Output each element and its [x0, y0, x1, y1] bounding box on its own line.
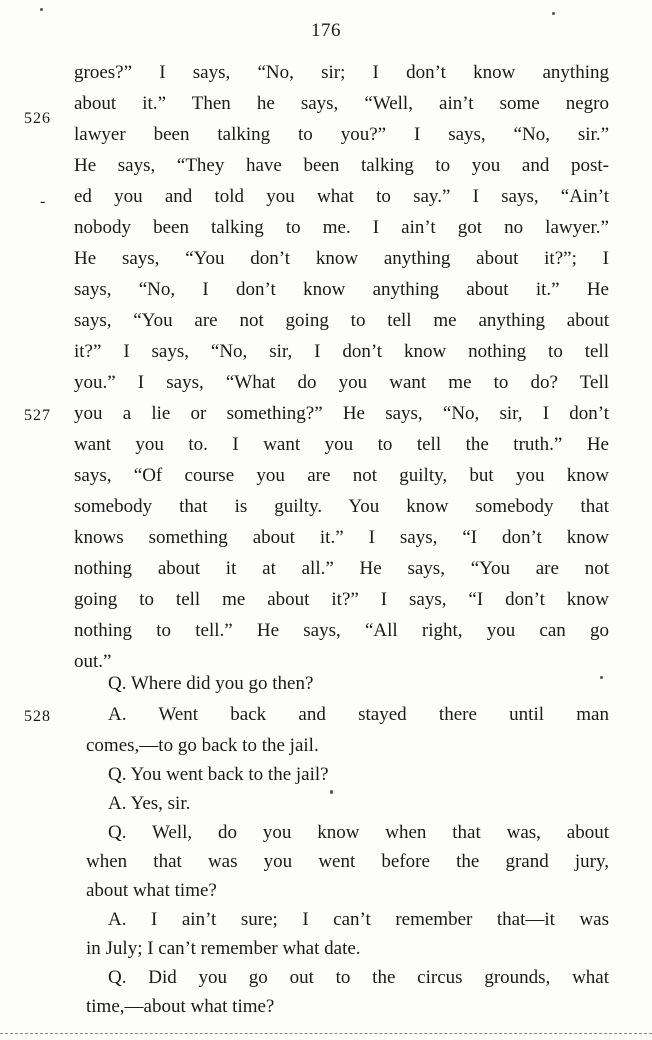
- text-line: groes?” I says, “No, sir; I don’t know anything: [74, 62, 609, 83]
- text-line: somebody that is guilty. You know somebody that: [74, 496, 609, 517]
- text-line: says, “No, I don’t know anything about it.” He: [74, 279, 609, 300]
- answer-line: A. Yes, sir.: [108, 793, 191, 814]
- text-line: you.” I says, “What do you want me to do? Tell: [74, 372, 609, 393]
- text-line: want you to. I want you to tell the truth.” He: [74, 434, 609, 455]
- text-line: knows something about it.” I says, “I don’t know: [74, 527, 609, 548]
- text-line: says, “You are not going to tell me anything about: [74, 310, 609, 331]
- margin-dash: -: [40, 193, 47, 210]
- text-line: comes,—to go back to the jail.: [86, 735, 319, 756]
- text-line: it?” I says, “No, sir, I don’t know nothing to tell: [74, 341, 609, 362]
- text-line: about it.” Then he says, “Well, ain’t some negro: [74, 93, 609, 114]
- bottom-scan-edge: [0, 1033, 652, 1034]
- question-line: Q. Did you go out to the circus grounds, what: [108, 967, 609, 988]
- page-number: 176: [311, 20, 341, 41]
- text-line: going to tell me about it?” I says, “I don’t know: [74, 589, 609, 610]
- question-line: Q. Where did you go then?: [108, 673, 314, 694]
- question-line: Q. You went back to the jail?: [108, 764, 329, 785]
- text-line: time,—about what time?: [86, 996, 275, 1017]
- text-line: lawyer been talking to you?” I says, “No, sir.”: [74, 124, 609, 145]
- answer-line: A. Went back and stayed there until man: [108, 704, 609, 725]
- scan-speck: [40, 8, 43, 11]
- scan-speck: [330, 790, 333, 794]
- margin-number-527: 527: [24, 407, 51, 424]
- scan-speck: [552, 12, 555, 15]
- margin-number-526: 526: [24, 110, 51, 127]
- text-line: you a lie or something?” He says, “No, sir, I don’t: [74, 403, 609, 424]
- text-line: about what time?: [86, 880, 217, 901]
- scan-speck: [600, 676, 603, 679]
- text-line: nothing to tell.” He says, “All right, you can go: [74, 620, 609, 641]
- text-line: out.”: [74, 651, 112, 672]
- question-line: Q. Well, do you know when that was, about: [108, 822, 609, 843]
- text-line: nobody been talking to me. I ain’t got no lawyer.”: [74, 217, 609, 238]
- text-line: He says, “You don’t know anything about it?”; I: [74, 248, 609, 269]
- text-line: ed you and told you what to say.” I says, “Ain’t: [74, 186, 609, 207]
- text-line: nothing about it at all.” He says, “You are not: [74, 558, 609, 579]
- text-line: when that was you went before the grand jury,: [86, 851, 609, 872]
- margin-number-528: 528: [24, 708, 51, 725]
- text-line: in July; I can’t remember what date.: [86, 938, 361, 959]
- text-line: says, “Of course you are not guilty, but you know: [74, 465, 609, 486]
- text-line: He says, “They have been talking to you and post-: [74, 155, 609, 176]
- answer-line: A. I ain’t sure; I can’t remember that—it was: [108, 909, 609, 930]
